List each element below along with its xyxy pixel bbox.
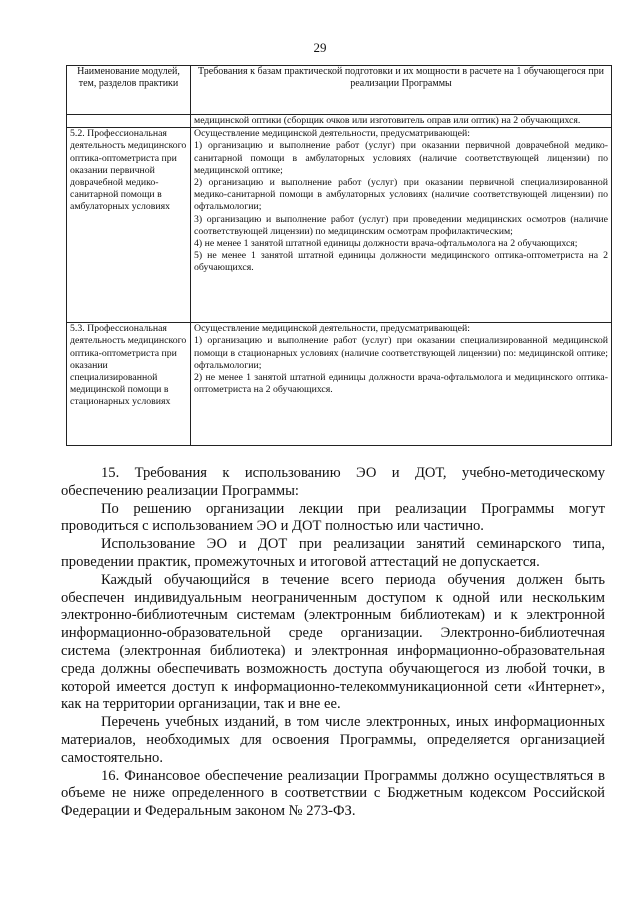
paragraph: Каждый обучающийся в течение всего периода обучения должен быть обеспечен индивидуальным неограниченным доступом к одной или нескольким электронно-библиотечным системам (электронным библиотекам) и к электронной информационно-образовательной среде организации. Электронно-библиотечная система (электронная библиотека) и электронная информационно-образовательная среда должны обеспечивать возможность доступа обучающегося из любой точки, в которой имеется доступ к информационно-телекоммуникационной сети «Интернет», как на территории организации, так и вне ее. xyxy=(61,571,605,713)
paragraph: По решению организации лекции при реализации Программы могут проводиться с использованием ЭО и ДОТ полностью или частично. xyxy=(61,500,605,535)
module-cell: 5.2. Профессиональная деятельность медицинского оптика-оптометриста при оказании первичной доврачебной медико-санитарной помощи в амбулаторных условиях xyxy=(67,128,191,323)
header-requirements: Требования к базам практической подготовки и их мощности в расчете на 1 обучающегося при реализации Программы xyxy=(191,66,612,115)
requirement-item: 1) организацию и выполнение работ (услуг) при оказании первичной доврачебной медико-санитарной помощи в амбулаторных условиях (наличие соответствующей лицензии) по медицинской оптике; xyxy=(194,140,608,176)
paragraph: Перечень учебных изданий, в том числе электронных, иных информационных материалов, необходимых для освоения Программы, определяется организацией самостоятельно. xyxy=(61,714,605,766)
paragraph: Использование ЭО и ДОТ при реализации занятий семинарского типа, проведении практик, промежуточных и итоговой аттестаций не допускается. xyxy=(61,536,605,570)
requirements-cell xyxy=(191,128,612,323)
requirement-item: 2) организацию и выполнение работ (услуг) при оказании первичной специализированной медико-санитарной помощи в амбулаторных условиях (наличие соответствующей лицензии) по офтальмологии; xyxy=(194,177,608,213)
requirement-item: 3) организацию и выполнение работ (услуг) при проведении медицинских осмотров (наличие соответствующей лицензии) по медицинским осмотрам профилактическим; xyxy=(194,213,608,237)
module-cell: 5.3. Профессиональная деятельность медицинского оптика-оптометриста при оказании специализированной медицинской помощи в стационарных условиях xyxy=(67,323,191,446)
requirement-item: 4) не менее 1 занятой штатной единицы должности врача-офтальмолога на 2 обучающихся; xyxy=(194,238,578,250)
table-row xyxy=(67,323,612,446)
requirements-intro: Осуществление медицинской деятельности, предусматривающей: xyxy=(194,323,470,335)
requirement-item: 5) не менее 1 занятой штатной единицы должности медицинского оптика-оптометриста на 2 обучающихся. xyxy=(194,250,608,274)
requirement-item: 1) организацию и выполнение работ (услуг) при оказании специализированной медицинской помощи в стационарных условиях (наличие соответствующей лицензии) по: медицинской оптике; офтальмологии; xyxy=(194,335,608,371)
table-row xyxy=(67,128,612,323)
requirement-item: 2) не менее 1 занятой штатной единицы должности врача-офтальмолога и медицинского оптика-оптометриста на 2 обучающихся. xyxy=(194,372,608,396)
table-row xyxy=(67,115,612,128)
requirements-table xyxy=(66,65,612,446)
section-15-heading: 15. Требования к использованию ЭО и ДОТ, учебно-методическому обеспечению реализации Программы: xyxy=(61,465,605,499)
requirements-cell xyxy=(191,323,612,446)
section-16-paragraph: 16. Финансовое обеспечение реализации Программы должно осуществляться в объеме не ниже определенного в соответствии с Бюджетным кодексом Российской Федерации и Федеральным законом № 273-ФЗ. xyxy=(61,767,605,820)
header-modules: Наименование модулей, тем, разделов практики xyxy=(67,66,191,115)
page-number: 29 xyxy=(313,40,327,55)
requirements-intro: Осуществление медицинской деятельности, предусматривающей: xyxy=(194,128,470,140)
body-text xyxy=(61,465,605,821)
continuation-cell: медицинской оптики (сборщик очков или изготовитель оправ или оптик) на 2 обучающихся. xyxy=(191,115,612,128)
table-header-row xyxy=(67,66,612,115)
module-cell-empty xyxy=(67,115,191,128)
